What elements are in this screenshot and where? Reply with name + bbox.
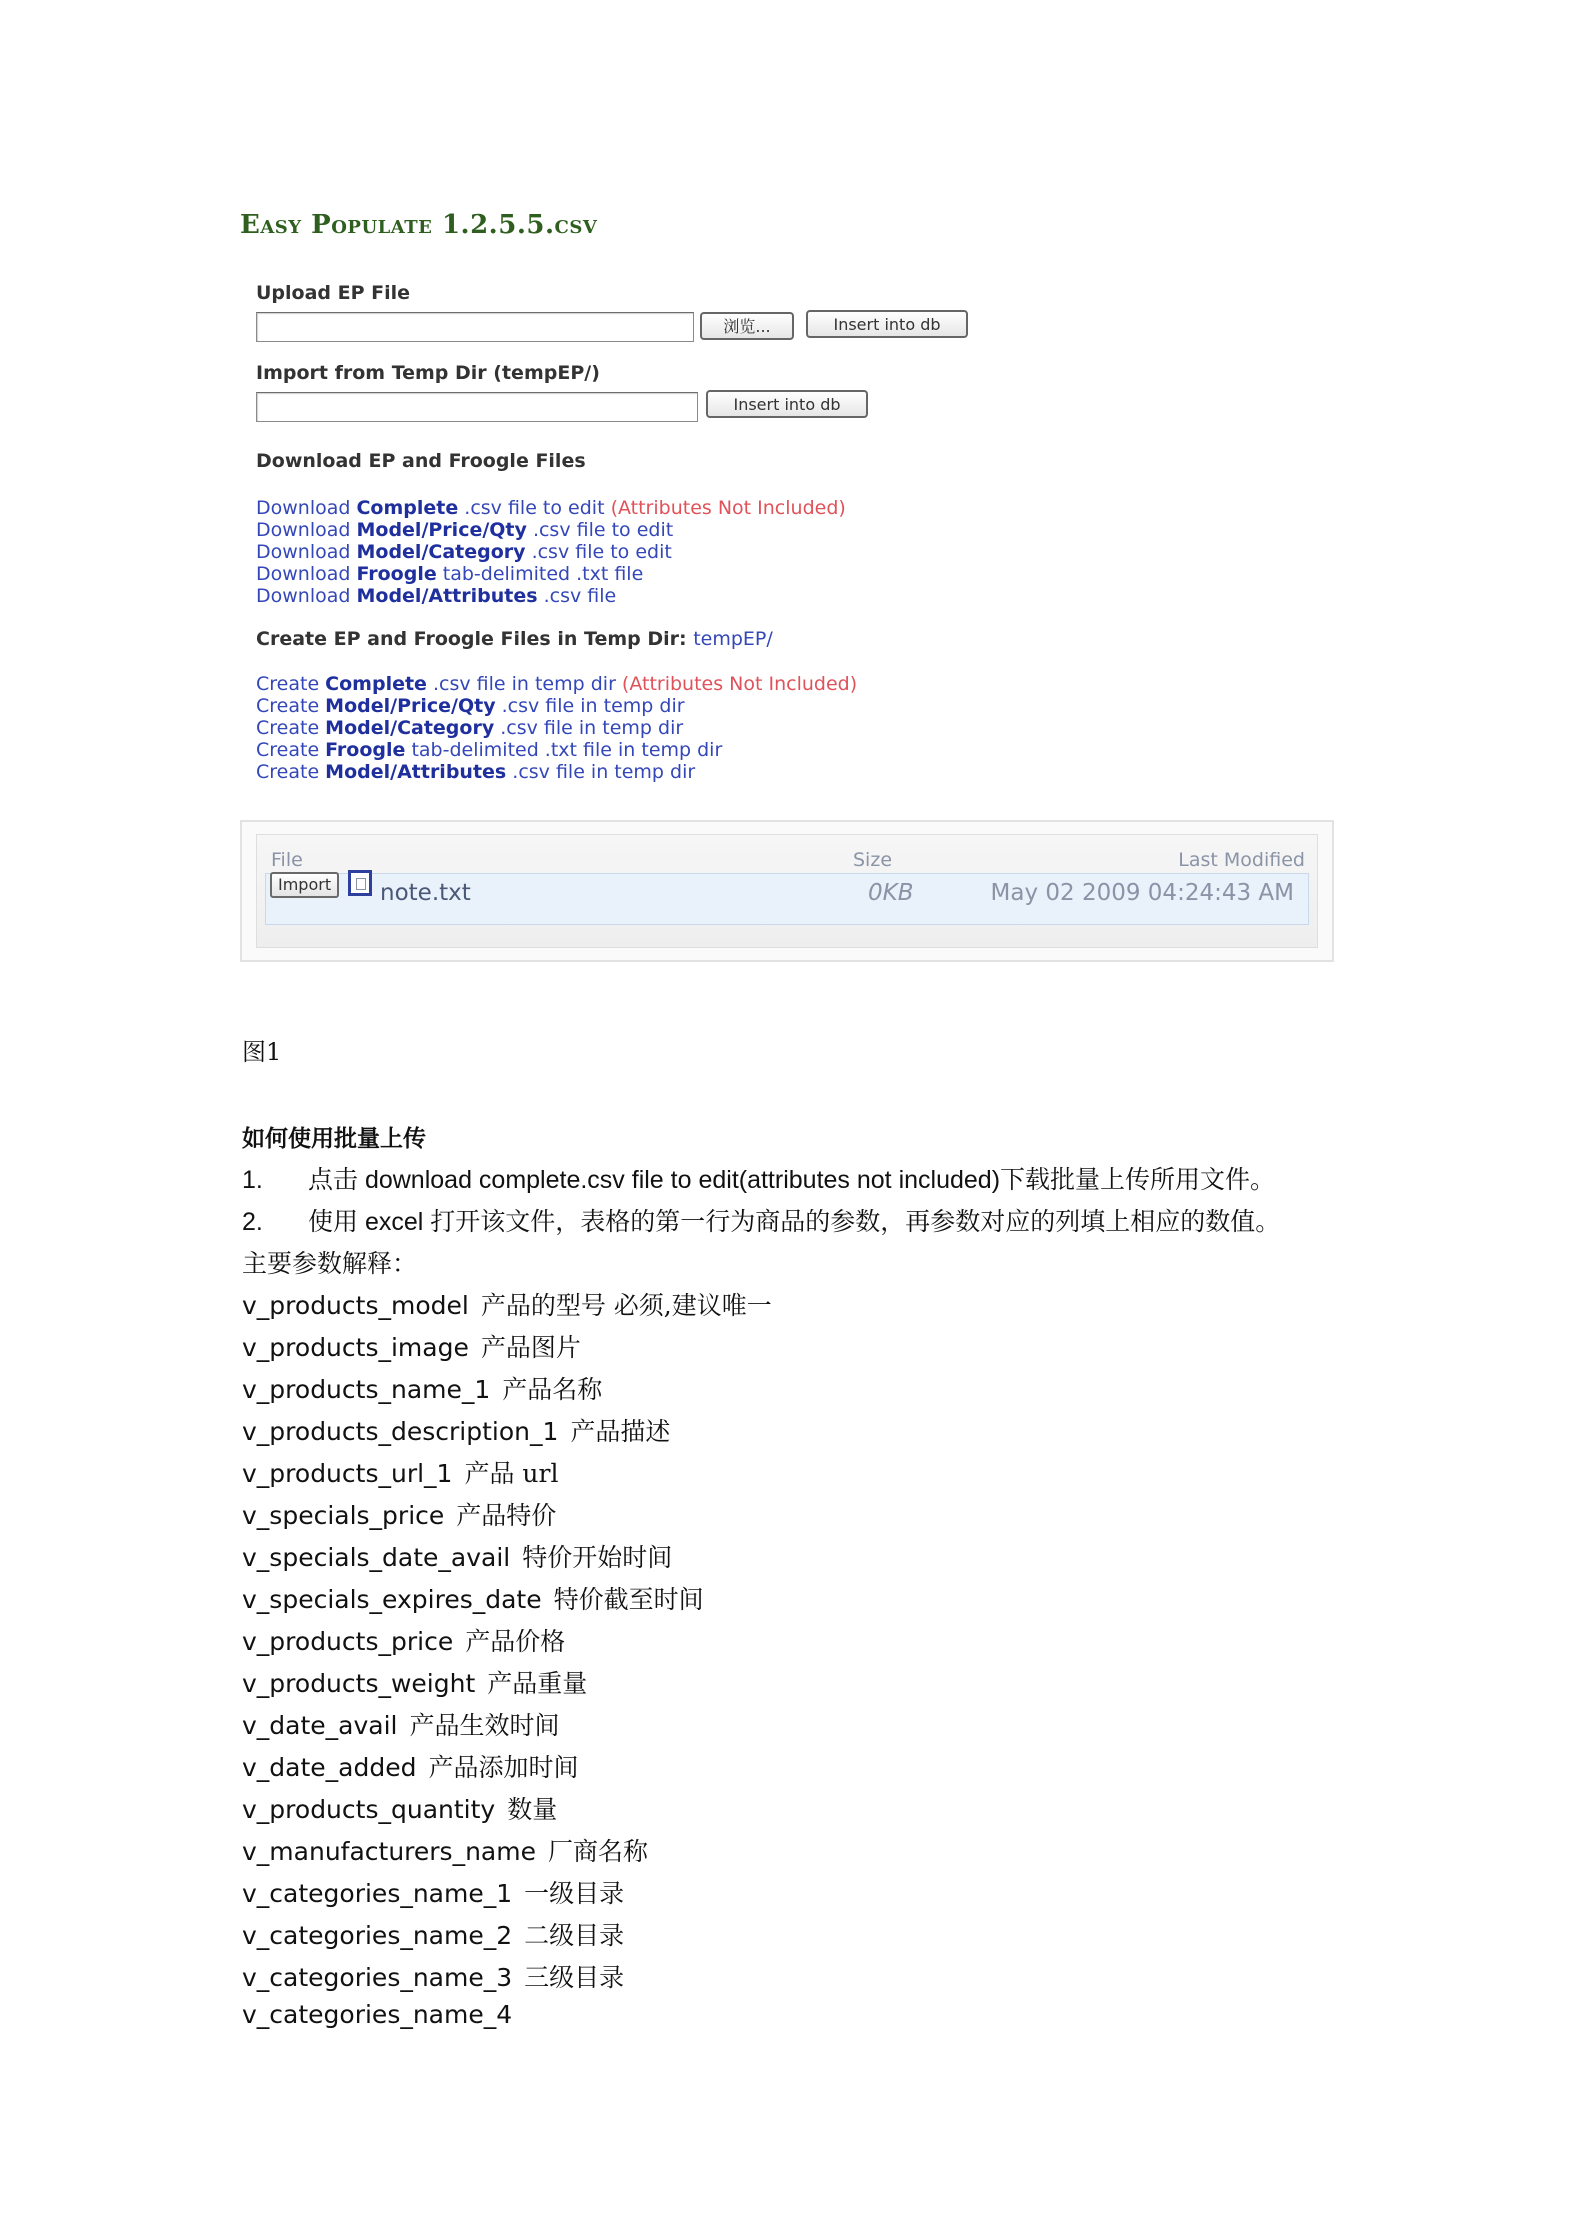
create-label: Create EP and Froogle Files in Temp Dir: tempEP/ bbox=[256, 628, 773, 650]
table-row bbox=[265, 873, 1309, 925]
param-row bbox=[242, 2000, 524, 2029]
param-key: v_categories_name_3 bbox=[242, 1963, 513, 1992]
param-row bbox=[242, 1370, 602, 1406]
download-froogle-link[interactable]: Download Froogle tab-delimited .txt file bbox=[256, 563, 644, 585]
param-key: v_products_quantity bbox=[242, 1795, 496, 1824]
param-description: 二级目录 bbox=[524, 1921, 625, 1950]
param-row bbox=[242, 1496, 556, 1532]
file-table bbox=[256, 834, 1318, 948]
param-row bbox=[242, 1580, 704, 1616]
create-model-attributes-link[interactable]: Create Model/Attributes .csv file in temp dir bbox=[256, 761, 696, 783]
param-key: v_categories_name_1 bbox=[242, 1879, 513, 1908]
param-row bbox=[242, 1706, 560, 1742]
param-key: v_products_name_1 bbox=[242, 1375, 491, 1404]
import-label: Import from Temp Dir (tempEP/) bbox=[256, 362, 600, 384]
download-model-category-link[interactable]: Download Model/Category .csv file to edit bbox=[256, 541, 672, 563]
param-row bbox=[242, 1916, 624, 1952]
params-title: 主要参数解释： bbox=[242, 1249, 418, 1278]
file-table-panel bbox=[240, 820, 1334, 962]
param-description: 产品图片 bbox=[480, 1333, 581, 1362]
param-key: v_date_avail bbox=[242, 1711, 398, 1740]
step-1: 1. 点击 download complete.csv file to edit(attributes not included)下载批量上传所用文件。 bbox=[242, 1166, 1276, 1194]
param-description: 一级目录 bbox=[524, 1879, 625, 1908]
param-key: v_categories_name_2 bbox=[242, 1921, 513, 1950]
param-row bbox=[242, 1538, 672, 1574]
param-description: 产品价格 bbox=[465, 1627, 566, 1656]
param-row bbox=[242, 1412, 670, 1448]
import-button[interactable]: Import bbox=[270, 872, 339, 898]
file-last-modified: May 02 2009 04:24:43 AM bbox=[990, 880, 1294, 906]
create-complete-link[interactable]: Create Complete .csv file in temp dir (Attributes Not Included) bbox=[256, 673, 858, 695]
param-description: 产品特价 bbox=[456, 1501, 557, 1530]
param-description: 产品生效时间 bbox=[409, 1711, 560, 1740]
param-row bbox=[242, 1622, 565, 1658]
param-key: v_products_model bbox=[242, 1291, 469, 1320]
param-description: 厂商名称 bbox=[547, 1837, 648, 1866]
section-heading: 如何使用批量上传 bbox=[242, 1125, 426, 1151]
upload-insert-button[interactable]: Insert into db bbox=[806, 310, 968, 338]
upload-label: Upload EP File bbox=[256, 282, 411, 304]
param-description: 产品 url bbox=[464, 1459, 559, 1488]
browse-button[interactable]: 浏览... bbox=[700, 312, 794, 340]
param-row bbox=[242, 1286, 772, 1322]
create-froogle-link[interactable]: Create Froogle tab-delimited .txt file in temp dir bbox=[256, 739, 723, 761]
param-key: v_specials_expires_date bbox=[242, 1585, 542, 1614]
param-row bbox=[242, 1832, 648, 1868]
param-description: 数量 bbox=[507, 1795, 558, 1824]
param-row bbox=[242, 1874, 624, 1910]
file-size: 0KB bbox=[868, 880, 914, 906]
param-row bbox=[242, 1328, 581, 1364]
param-description: 产品重量 bbox=[487, 1669, 588, 1698]
download-complete-link[interactable]: Download Complete .csv file to edit (Attributes Not Included) bbox=[256, 497, 846, 519]
param-key: v_date_added bbox=[242, 1753, 417, 1782]
param-description: 三级目录 bbox=[524, 1963, 625, 1992]
temp-file-input[interactable] bbox=[256, 392, 698, 422]
param-row bbox=[242, 1664, 587, 1700]
column-last-modified: Last Modified bbox=[1178, 849, 1305, 871]
page-title: Easy Populate 1.2.5.5.csv bbox=[240, 210, 598, 240]
param-key: v_categories_name_4 bbox=[242, 2000, 513, 2029]
param-description: 产品添加时间 bbox=[428, 1753, 579, 1782]
file-icon bbox=[348, 870, 372, 896]
param-key: v_specials_date_avail bbox=[242, 1543, 511, 1572]
create-model-category-link[interactable]: Create Model/Category .csv file in temp dir bbox=[256, 717, 684, 739]
column-size: Size bbox=[853, 849, 893, 871]
param-description: 产品名称 bbox=[502, 1375, 603, 1404]
download-model-attributes-link[interactable]: Download Model/Attributes .csv file bbox=[256, 585, 617, 607]
param-key: v_products_price bbox=[242, 1627, 454, 1656]
download-label: Download EP and Froogle Files bbox=[256, 450, 586, 472]
download-model-price-qty-link[interactable]: Download Model/Price/Qty .csv file to edit bbox=[256, 519, 674, 541]
temp-dir-value: tempEP/ bbox=[693, 628, 773, 650]
param-key: v_products_url_1 bbox=[242, 1459, 453, 1488]
import-insert-button[interactable]: Insert into db bbox=[706, 390, 868, 418]
create-model-price-qty-link[interactable]: Create Model/Price/Qty .csv file in temp dir bbox=[256, 695, 685, 717]
param-key: v_manufacturers_name bbox=[242, 1837, 536, 1866]
param-description: 特价开始时间 bbox=[522, 1543, 673, 1572]
param-key: v_products_description_1 bbox=[242, 1417, 559, 1446]
param-row bbox=[242, 1958, 624, 1994]
param-key: v_specials_price bbox=[242, 1501, 445, 1530]
param-row bbox=[242, 1748, 579, 1784]
param-description: 产品描述 bbox=[570, 1417, 671, 1446]
upload-file-input[interactable] bbox=[256, 312, 694, 342]
param-description: 产品的型号 必须,建议唯一 bbox=[480, 1291, 772, 1320]
param-description: 特价截至时间 bbox=[553, 1585, 704, 1614]
param-row bbox=[242, 1454, 558, 1490]
figure-caption: 图1 bbox=[242, 1038, 282, 1066]
step-2: 2. 使用 excel 打开该文件，表格的第一行为商品的参数，再参数对应的列填上相应的数值。 bbox=[242, 1208, 1281, 1236]
param-key: v_products_image bbox=[242, 1333, 469, 1362]
column-file: File bbox=[271, 849, 303, 871]
param-row bbox=[242, 1790, 557, 1826]
file-name-link[interactable]: note.txt bbox=[380, 880, 471, 906]
param-key: v_products_weight bbox=[242, 1669, 476, 1698]
